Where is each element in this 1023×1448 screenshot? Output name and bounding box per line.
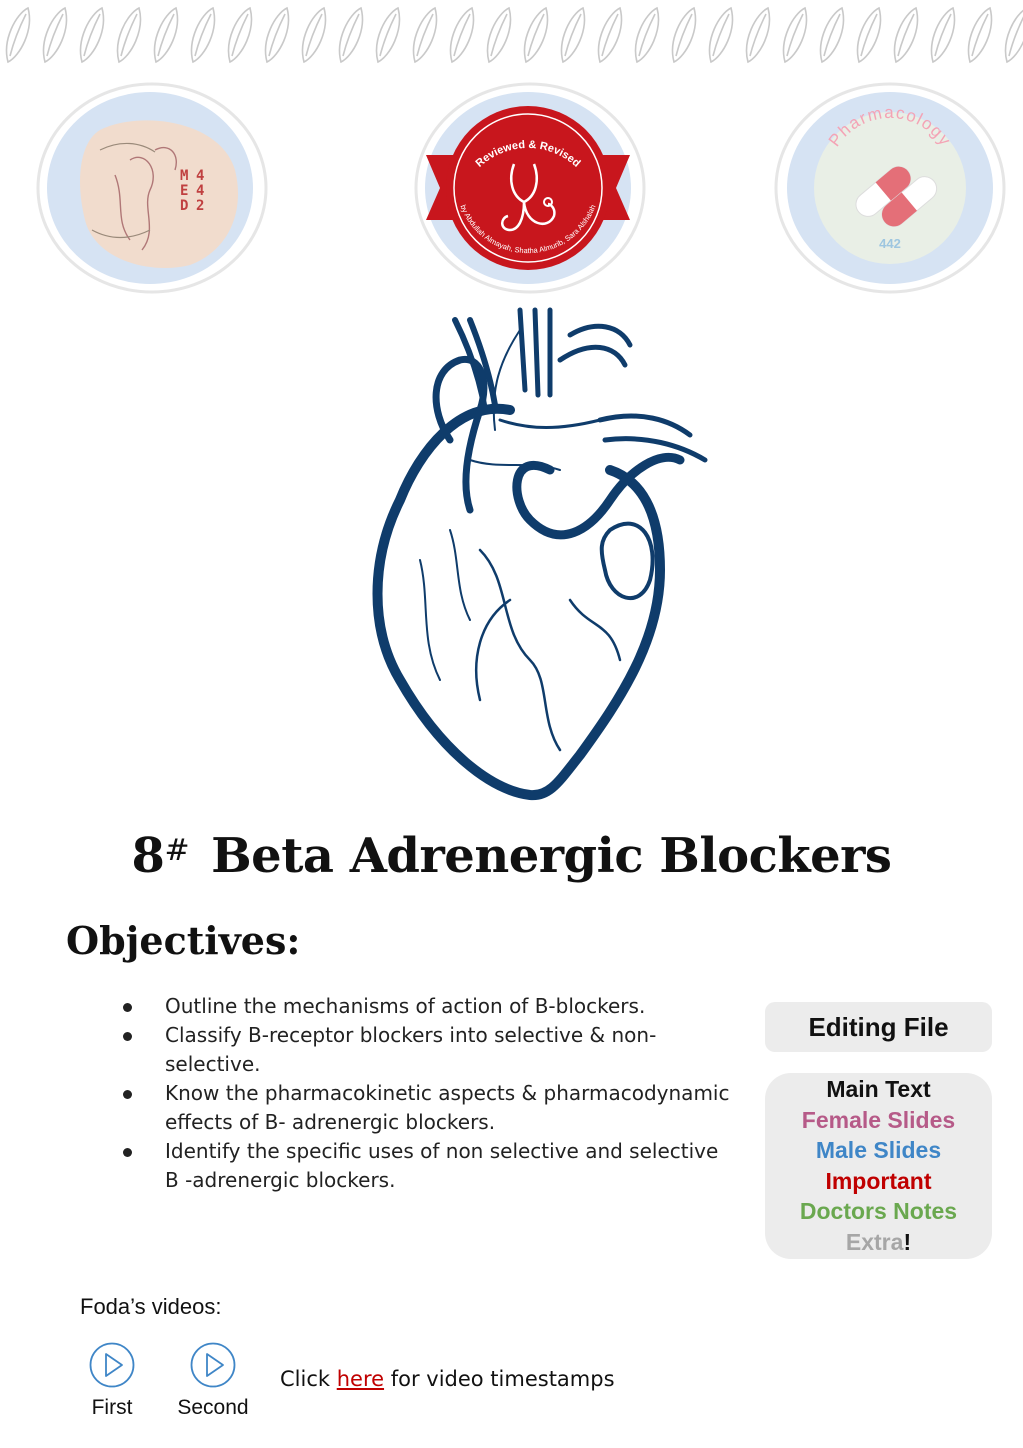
badge-bottom-text: by Abdullah Almayah, Shatha Almurib, Sara Alshalah	[458, 203, 598, 256]
anatomical-heart-illustration	[360, 300, 720, 810]
leaf-outline	[636, 8, 659, 62]
timestamps-prefix: Click	[280, 1367, 337, 1391]
leaf-outline	[1006, 8, 1023, 62]
legend-extra-suffix: !	[903, 1228, 912, 1255]
logo-letter: 2	[196, 198, 205, 214]
play-circle-icon[interactable]	[190, 1342, 236, 1388]
legend-male-slides: Male Slides	[815, 1137, 942, 1164]
leaf-outline	[192, 8, 215, 62]
leaf-outline	[747, 8, 770, 62]
leaf-outline	[673, 8, 696, 62]
objectives-list	[120, 992, 730, 1195]
leaf-outline	[118, 8, 141, 62]
leaf-outline	[340, 8, 363, 62]
leaf-outline	[932, 8, 955, 62]
leaf-outline	[562, 8, 585, 62]
second-video-button[interactable]	[170, 1342, 256, 1420]
second-video-label: Second	[177, 1396, 249, 1419]
leaf-outline	[377, 8, 400, 62]
legend-important: Important	[825, 1167, 932, 1194]
objective-item: Know the pharmacokinetic aspects & pharmacodynamic effects of B- adrenergic blockers.	[120, 1079, 730, 1137]
leaf-outline	[229, 8, 252, 62]
leaf-outline	[451, 8, 474, 62]
legend-doctors-notes: Doctors Notes	[799, 1198, 958, 1225]
legend-female-slides: Female Slides	[801, 1106, 956, 1133]
timestamps-line	[280, 1367, 615, 1391]
leaf-outline	[784, 8, 807, 62]
leaf-outline	[969, 8, 992, 62]
timestamps-link[interactable]: here	[336, 1367, 385, 1391]
leaf-outline	[414, 8, 437, 62]
logo-letter: M	[180, 168, 189, 184]
badge-arc-text: Pharmacology	[824, 102, 956, 151]
logo-letter: 4	[196, 168, 205, 184]
badge-number: 442	[879, 236, 901, 251]
color-legend	[765, 1073, 992, 1259]
badge-top-text: Reviewed & Revised	[473, 138, 583, 170]
objective-item: Outline the mechanisms of action of B-blockers.	[120, 992, 730, 1021]
reviewed-revised-badge	[408, 80, 648, 296]
leaf-outline	[710, 8, 733, 62]
objectives-heading: Objectives:	[66, 918, 301, 963]
timestamps-suffix: for video timestamps	[384, 1367, 615, 1391]
legend-main-text: Main Text	[826, 1076, 931, 1102]
videos-label: Foda’s videos:	[80, 1294, 222, 1319]
leaf-outline	[488, 8, 511, 62]
leaf-outline	[266, 8, 289, 62]
chapter-hash: #	[164, 833, 190, 868]
chapter-number: 8	[131, 828, 165, 884]
pharmacology-badge	[770, 80, 1010, 296]
leaf-outline	[44, 8, 67, 62]
legend-extra	[765, 1227, 992, 1258]
page-title	[0, 828, 1023, 884]
editing-file-label: Editing File	[808, 1012, 949, 1042]
leaf-outline	[303, 8, 326, 62]
leaf-outline	[858, 8, 881, 62]
play-circle-icon[interactable]	[89, 1342, 135, 1388]
logo-letter: 4	[196, 183, 205, 199]
decorative-leaf-band	[0, 0, 1023, 75]
leaf-outline	[525, 8, 548, 62]
leaf-outline	[155, 8, 178, 62]
logo-letter: E	[180, 183, 189, 199]
leaf-outline	[599, 8, 622, 62]
chapter-title: Beta Adrenergic Blockers	[211, 828, 892, 884]
first-video-button[interactable]	[82, 1342, 142, 1420]
editing-file-button[interactable]	[765, 1002, 992, 1052]
leaf-outline	[821, 8, 844, 62]
legend-extra-label: Extra	[845, 1228, 904, 1255]
med-logo-badge	[30, 80, 270, 296]
leaf-outline	[7, 8, 30, 62]
leaf-outline	[895, 8, 918, 62]
leaf-outline	[81, 8, 104, 62]
logo-letter: D	[180, 198, 189, 214]
objective-item: Identify the specific uses of non selective and selective B -adrenergic blockers.	[120, 1137, 730, 1195]
first-video-label: First	[91, 1396, 133, 1419]
objective-item: Classify B-receptor blockers into selective & non-selective.	[120, 1021, 730, 1079]
